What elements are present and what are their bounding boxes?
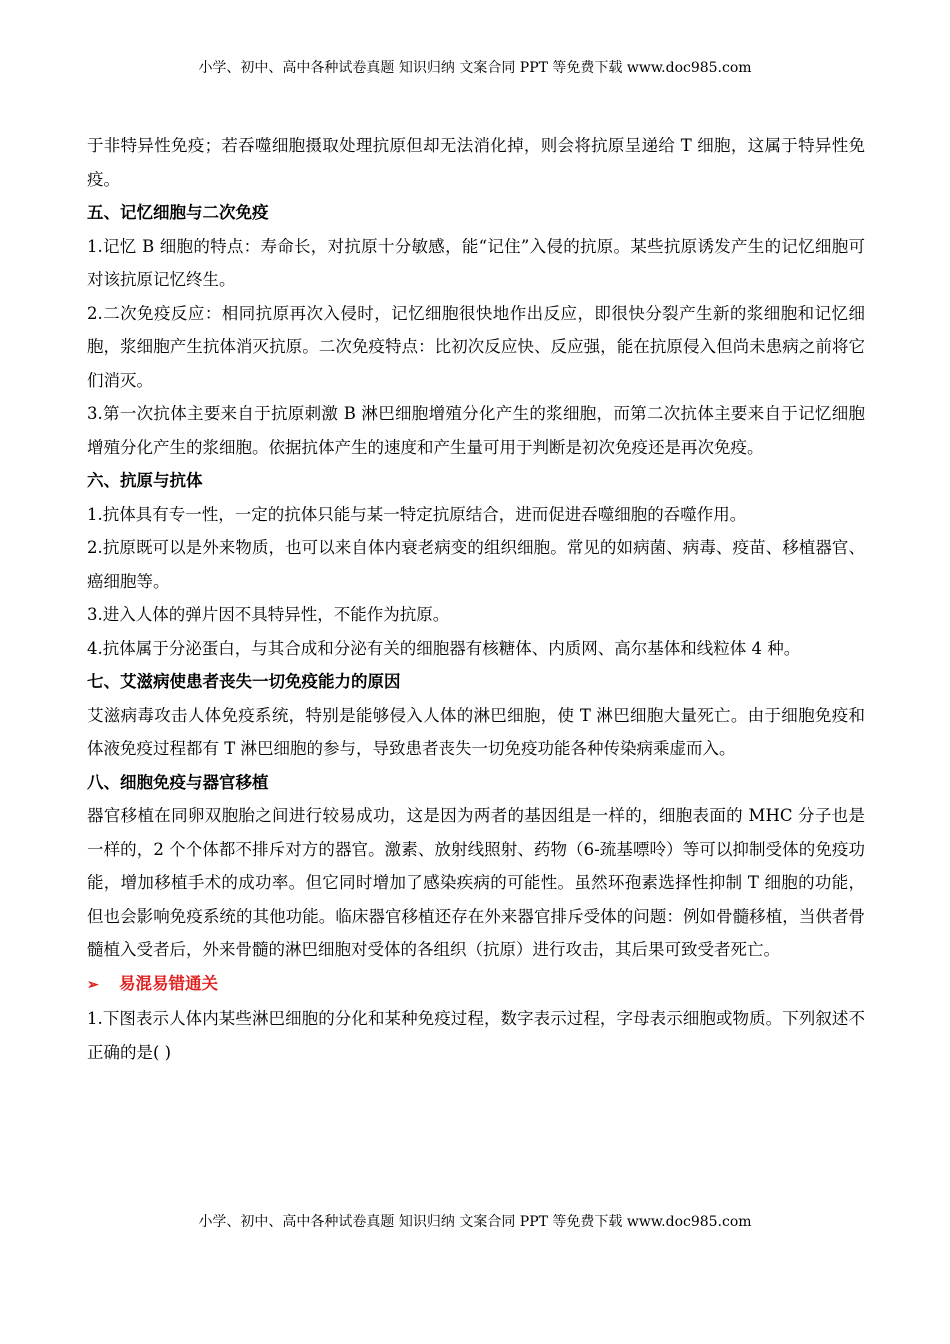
- section-5-paragraph-1: 1.记忆 B 细胞的特点：寿命长，对抗原十分敏感，能“记住”入侵的抗原。某些抗原诱发产生的记忆细胞可对该抗原记忆终生。: [87, 236, 865, 289]
- section-5-paragraph-3: 3.第一次抗体主要来自于抗原刺激 B 淋巴细胞增殖分化产生的浆细胞，而第二次抗体主要来自于记忆细胞增殖分化产生的浆细胞。依据抗体产生的速度和产生量可用于判断是初次免疫还是再次免疫。: [87, 404, 865, 457]
- alert-heading-text: 易混易错通关: [119, 973, 218, 993]
- page-footer: 小学、初中、高中各种试卷真题 知识归纳 文案合同 PPT 等免费下载 www.doc985.com: [198, 1214, 752, 1230]
- section-5-paragraph-2: 2.二次免疫反应：相同抗原再次入侵时，记忆细胞很快地作出反应，即很快分裂产生新的浆细胞和记忆细胞，浆细胞产生抗体消灭抗原。二次免疫特点：比初次反应快、反应强，能在抗原侵入但尚未患病之前将它们消灭。: [87, 303, 865, 390]
- section-5-heading: 五、记忆细胞与二次免疫: [87, 203, 269, 222]
- section-6-paragraph-3: 3.进入人体的弹片因不具特异性，不能作为抗原。: [87, 605, 450, 624]
- page-header: 小学、初中、高中各种试卷真题 知识归纳 文案合同 PPT 等免费下载 www.doc985.com: [198, 60, 752, 76]
- section-6-heading: 六、抗原与抗体: [87, 471, 203, 490]
- section-7-paragraph-1: 艾滋病毒攻击人体免疫系统，特别是能够侵入人体的淋巴细胞，使 T 淋巴细胞大量死亡。由于细胞免疫和体液免疫过程都有 T 淋巴细胞的参与，导致患者丧失一切免疫功能各种传染病乘虚而入。: [87, 705, 865, 758]
- section-6-paragraph-1: 1.抗体具有专一性，一定的抗体只能与某一特定抗原结合，进而促进吞噬细胞的吞噬作用。: [87, 504, 747, 524]
- section-8-heading: 八、细胞免疫与器官移植: [87, 772, 269, 792]
- question-1: 1.下图表示人体内某些淋巴细胞的分化和某种免疫过程，数字表示过程，字母表示细胞或物质。下列叙述不正确的是( ): [87, 1009, 865, 1062]
- intro-paragraph: 于非特异性免疫；若吞噬细胞摄取处理抗原但却无法消化掉，则会将抗原呈递给 T 细胞，这属于特异性免疫。: [87, 136, 865, 189]
- section-6-paragraph-2: 2.抗原既可以是外来物质，也可以来自体内衰老病变的组织细胞。常见的如病菌、病毒、疫苗、移植器官、癌细胞等。: [87, 538, 865, 591]
- section-8-paragraph-1: 器官移植在同卵双胞胎之间进行较易成功，这是因为两者的基因组是一样的，细胞表面的 MHC 分子也是一样的，2 个个体都不排斥对方的器官。激素、放射线照射、药物（6-巯基嘌呤）等可以抑制受体的免疫功能，增加移植手术的成功率。但它同时增加了感染疾病的可能性。虽然环孢素选择性抑制 T 细胞的功能，但也会影响免疫系统的其他功能。临床器官移植还存在外来器官排斥受体的问题：例如骨髓移植，当供者骨髓植入受者后，外来骨髓的淋巴细胞对受体的各组织（抗原）进行攻击，其后果可致受者死亡。: [87, 806, 865, 959]
- alert-heading: [87, 967, 865, 1003]
- document-body: [87, 129, 865, 1069]
- section-7-heading: 七、艾滋病使患者丧失一切免疫能力的原因: [87, 672, 401, 691]
- section-6-paragraph-4: 4.抗体属于分泌蛋白，与其合成和分泌有关的细胞器有核糖体、内质网、高尔基体和线粒体 4 种。: [87, 638, 801, 658]
- arrow-bullet-icon: ➢: [87, 976, 99, 993]
